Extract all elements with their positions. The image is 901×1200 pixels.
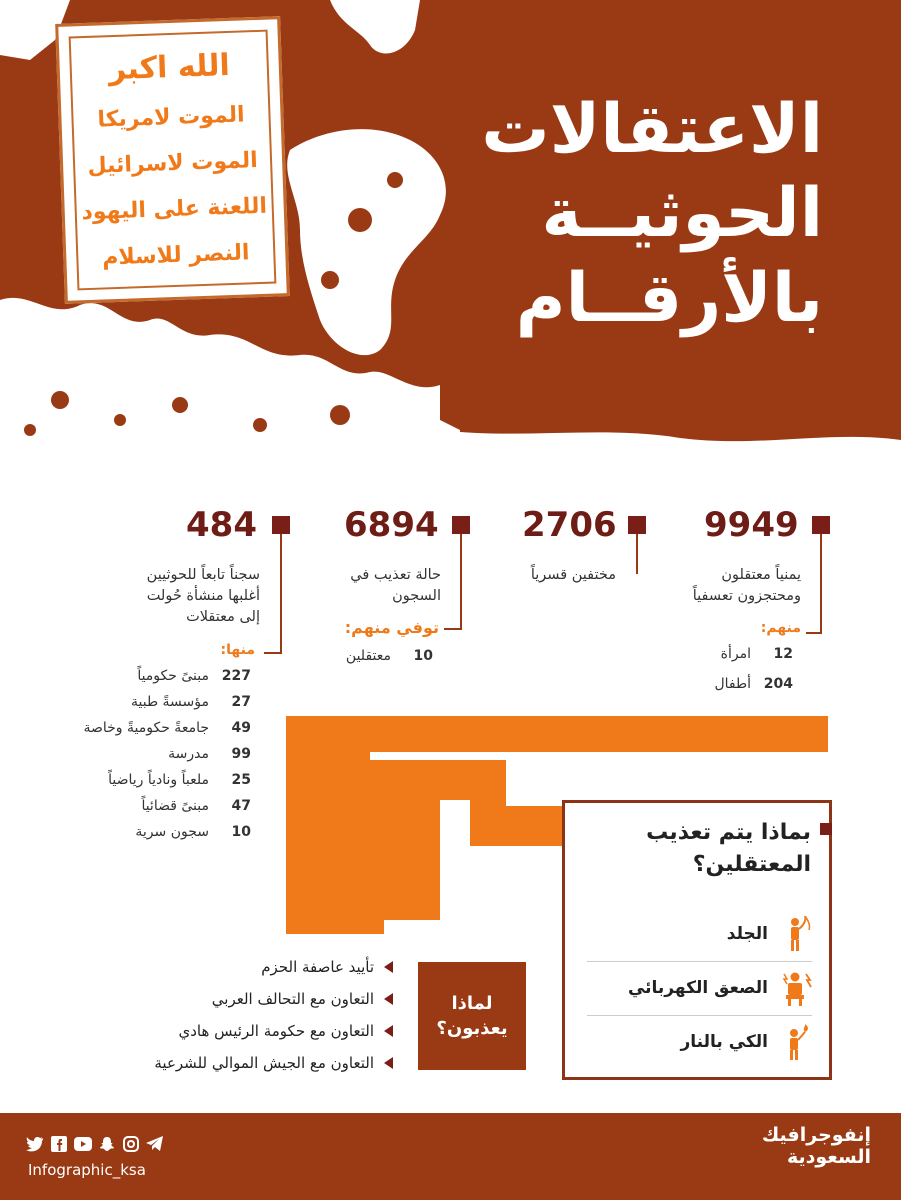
reason-item [154,1054,393,1072]
desc-line: إلى معتقلات [186,609,260,626]
stat-breakdown-row [714,676,793,692]
torture-question-heading [646,817,811,881]
desc-line: ومحتجزون تعسفياً [692,588,801,605]
triangle-bullet-icon [384,993,393,1005]
youtube-icon[interactable] [74,1135,92,1153]
stat-breakdown-row [141,798,251,814]
twitter-icon[interactable] [26,1135,44,1153]
torture-method-item [587,963,812,1013]
footer-bar [0,1113,901,1200]
row-label: مبنىً حكومياً [137,668,209,684]
electric-shock-icon [782,969,812,1007]
stat-subheading: منهم: [760,620,801,636]
torture-method-item [587,1017,812,1067]
brand-line: إنفوجرافيك [761,1124,871,1146]
reason-item [212,990,393,1008]
row-value: 25 [231,772,251,788]
row-label: معتقلين [345,648,391,664]
reason-label: التعاون مع حكومة الرئيس هادي [178,1022,374,1040]
row-value: 27 [231,694,251,710]
desc-line: سجناً تابعاً للحوثيين [146,567,260,583]
desc-line: مختفين قسرياً [530,567,616,583]
desc-line: حالة تعذيب في [350,567,441,583]
row-value: 10 [413,648,433,664]
divider [587,961,812,962]
stat-connector-line [264,652,282,654]
row-value: 47 [231,798,251,814]
orange-connector-shape [286,900,372,934]
desc-line: أغلبها منشأة حُولت [146,588,260,605]
stat-marker-square [628,516,646,534]
stat-breakdown-row [721,646,793,662]
row-label: مؤسسةً طبية [130,694,209,710]
stat-marker-square [272,516,290,534]
instagram-icon[interactable] [122,1135,140,1153]
reason-item [178,1022,393,1040]
row-label: أطفال [714,676,751,692]
stat-description [147,565,260,628]
why-tortured-heading [436,991,507,1041]
fire-burn-icon [782,1023,812,1061]
torture-method-item [587,909,812,959]
social-handle[interactable]: Infographic_ksa [28,1161,146,1179]
triangle-bullet-icon [384,1057,393,1069]
heading-line: يعذبون؟ [436,1018,508,1039]
triangle-bullet-icon [384,961,393,973]
stat-value-disappeared: 2706 [522,505,617,545]
stat-value-detainees: 9949 [704,505,799,545]
stat-breakdown-row [131,694,251,710]
row-value: 10 [231,824,251,840]
stat-breakdown-row [168,746,251,762]
stat-connector-line [280,534,282,654]
slogan-line: الله اكبر [108,47,231,88]
why-tortured-box [418,962,526,1070]
triangle-bullet-icon [384,1025,393,1037]
row-value: 204 [763,676,793,692]
title-line: بالأرقــام [515,258,823,338]
method-label: الكي بالنار [680,1032,768,1052]
row-label: مدرسة [168,746,209,762]
stat-description [531,565,616,586]
heading-line: بماذا يتم تعذيب [646,820,811,845]
method-label: الصعق الكهربائي [627,978,768,998]
stat-marker-square [812,516,830,534]
stat-subheading: توفي منهم: [344,618,439,637]
stat-connector-line [460,534,462,630]
reason-item [261,958,393,976]
heading-line: لماذا [451,992,493,1014]
stat-value-prisons: 484 [186,505,257,545]
method-label: الجلد [726,924,768,944]
desc-line: السجون [392,588,441,605]
row-label: جامعةً حكوميةً وخاصة [83,720,209,736]
title-line: الاعتقالات [481,90,823,169]
stat-breakdown-row [346,648,433,664]
stat-breakdown-row [108,772,251,788]
slogan-line: النصر للاسلام [101,240,250,271]
row-label: مبنىً قضائياً [141,798,209,814]
brand-line: السعودية [786,1145,871,1168]
facebook-icon[interactable] [50,1135,68,1153]
reason-label: تأييد عاصفة الحزم [261,958,374,976]
stat-subheading: منها: [220,642,255,658]
brand-logo [762,1125,871,1169]
reason-label: التعاون مع التحالف العربي [211,990,374,1008]
stat-connector-line [444,628,462,630]
reason-label: التعاون مع الجيش الموالي للشرعية [154,1054,374,1072]
row-value: 99 [231,746,251,762]
snapchat-icon[interactable] [98,1135,116,1153]
title-line: الحوثيــة [541,174,823,254]
torture-methods-box [562,800,832,1080]
row-label: امرأة [720,646,751,662]
whip-person-icon [782,915,812,953]
row-label: سجون سرية [135,824,209,840]
social-links [26,1135,164,1153]
row-label: ملعباً ونادياً رياضياً [108,772,209,788]
telegram-icon[interactable] [146,1135,164,1153]
desc-line: يمنياً معتقلون [721,567,801,583]
divider [587,1015,812,1016]
slogan-line: الموت لامريكا [97,102,245,133]
stat-breakdown-row [137,668,251,684]
slogan-line: الموت لاسرائيل [87,148,259,179]
row-value: 12 [773,646,793,662]
stat-breakdown-row [135,824,251,840]
heading-line: المعتقلين؟ [692,851,811,877]
stat-marker-square [452,516,470,534]
stat-value-torture: 6894 [344,505,439,545]
slogan-line: اللعنة على اليهود [81,193,268,226]
stat-connector-line [820,534,822,634]
stat-description [350,565,441,607]
row-value: 49 [231,720,251,736]
stat-breakdown-row [83,720,251,736]
row-value: 227 [221,668,251,684]
stat-description [693,565,801,607]
box-marker-square [820,823,832,835]
stat-connector-line [636,534,638,574]
stat-connector-line [806,632,822,634]
